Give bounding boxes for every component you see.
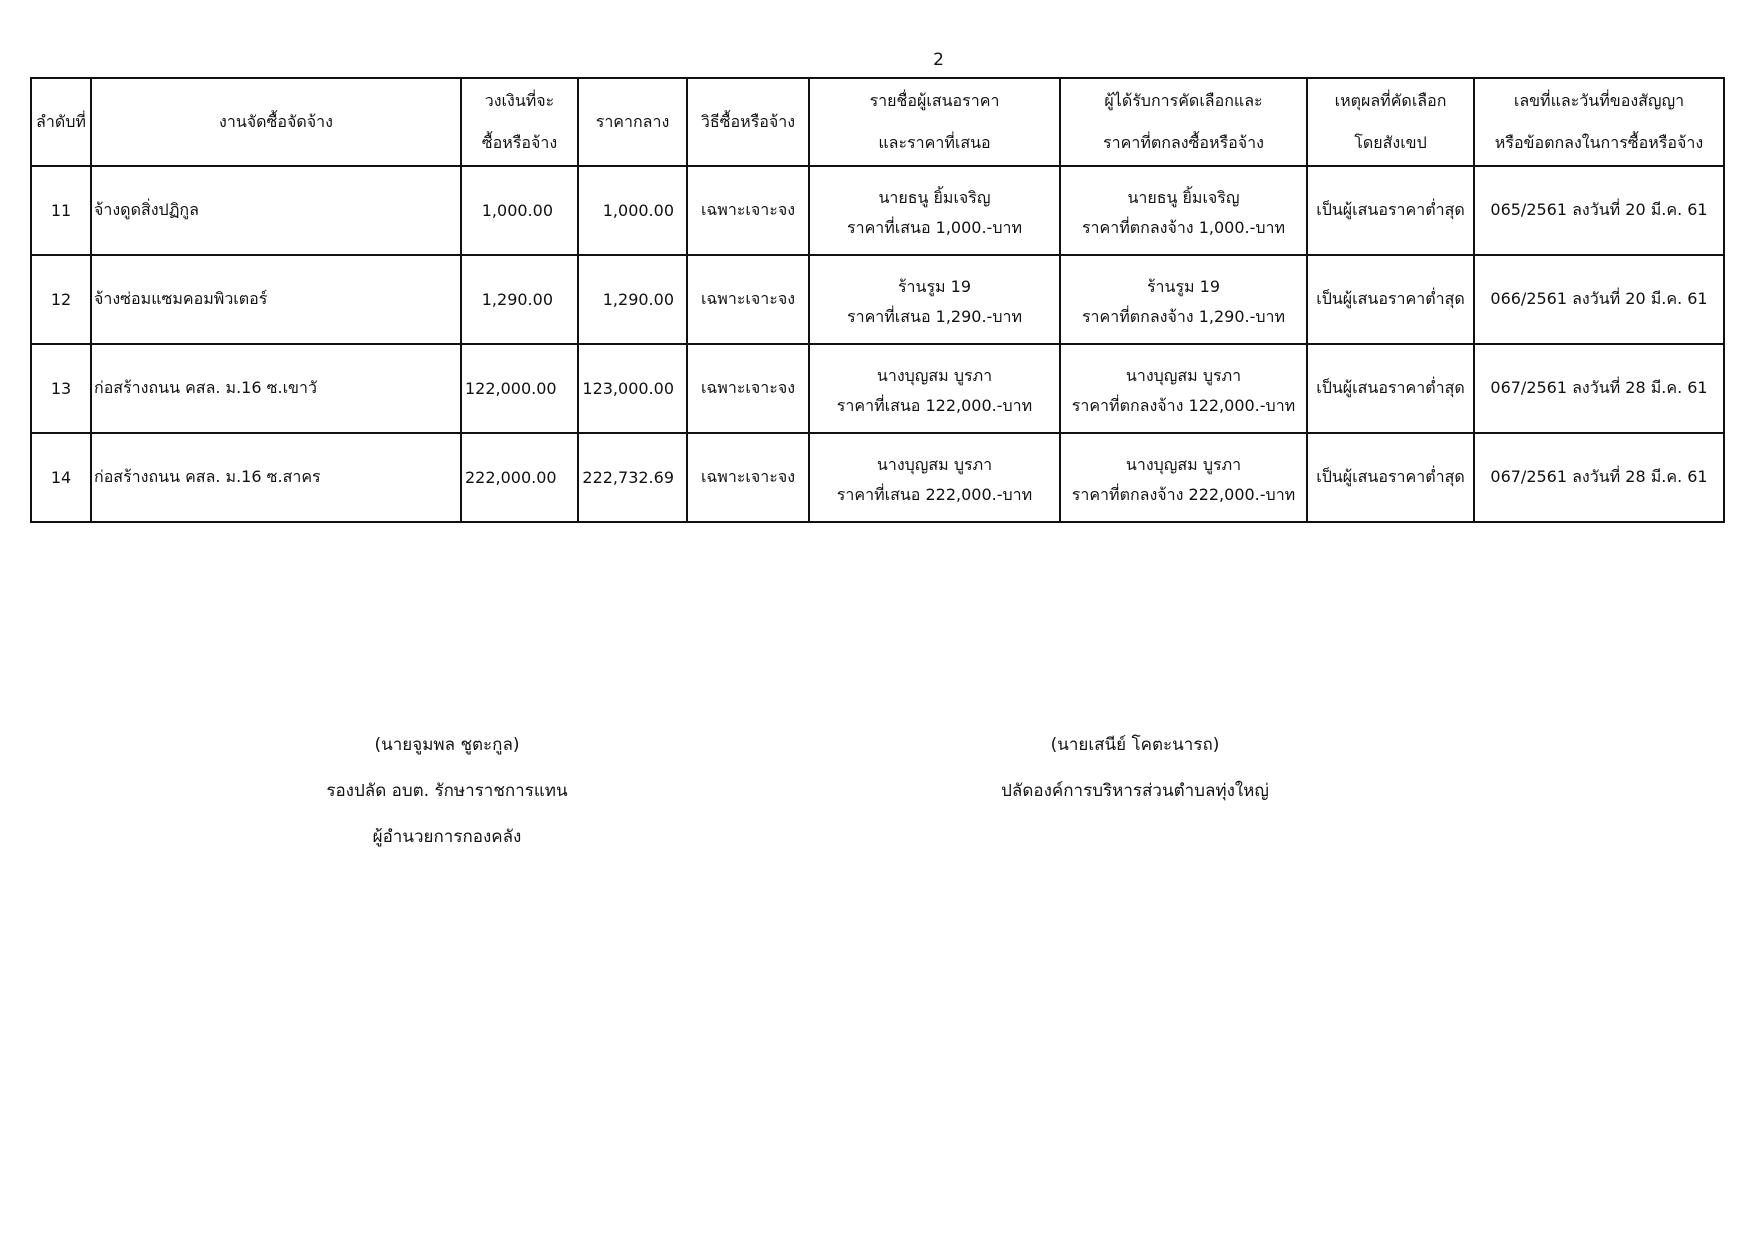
header-contract: เลขที่และวันที่ของสัญญา หรือข้อตกลงในการซื้อหรือจ้าง [1474, 78, 1724, 166]
row-reason: เป็นผู้เสนอราคาต่ำสุด [1307, 166, 1474, 255]
header-budget: วงเงินที่จะ ซื้อหรือจ้าง [461, 78, 578, 166]
signer-name-right: (นายเสนีย์ โคตะนารถ) [1050, 735, 1220, 755]
bidder-name: นางบุญสม บูรภา [876, 365, 993, 385]
row-reason: เป็นผู้เสนอราคาต่ำสุด [1307, 433, 1474, 522]
row-no: 11 [31, 166, 91, 255]
bid-price: ราคาที่เสนอ 1,290.-บาท [846, 306, 1023, 326]
row-method: เฉพาะเจาะจง [687, 344, 809, 433]
row-winner [1060, 166, 1307, 255]
row-method: เฉพาะเจาะจง [687, 255, 809, 344]
header-task: งานจัดซื้อจัดจ้าง [91, 78, 461, 166]
table-row [31, 166, 1724, 255]
bidder-name: นางบุญสม บูรภา [876, 454, 993, 474]
row-no: 14 [31, 433, 91, 522]
row-task: จ้างซ่อมแซมคอมพิวเตอร์ [91, 255, 461, 344]
bid-price: ราคาที่เสนอ 122,000.-บาท [836, 395, 1033, 415]
page-number: 2 [933, 50, 944, 70]
row-median-price: 1,000.00 [578, 166, 687, 255]
winner-name: นางบุญสม บูรภา [1125, 365, 1242, 385]
row-winner [1060, 255, 1307, 344]
winner-name: นายธนู ยิ้มเจริญ [1127, 187, 1240, 207]
row-reason: เป็นผู้เสนอราคาต่ำสุด [1307, 344, 1474, 433]
bid-price: ราคาที่เสนอ 1,000.-บาท [846, 217, 1023, 237]
row-bidder [809, 344, 1060, 433]
signer-title-left: รองปลัด อบต. รักษาราชการแทน [326, 781, 568, 801]
row-reason: เป็นผู้เสนอราคาต่ำสุด [1307, 255, 1474, 344]
winner-name: นางบุญสม บูรภา [1125, 454, 1242, 474]
row-budget: 1,000.00 [461, 166, 578, 255]
row-task: จ้างดูดสิ่งปฏิกูล [91, 166, 461, 255]
row-median-price: 1,290.00 [578, 255, 687, 344]
procurement-table [30, 77, 1725, 523]
bidder-name: นายธนู ยิ้มเจริญ [878, 187, 991, 207]
row-median-price: 123,000.00 [578, 344, 687, 433]
header-bidders: รายชื่อผู้เสนอราคา และราคาที่เสนอ [809, 78, 1060, 166]
header-method: วิธีซื้อหรือจ้าง [687, 78, 809, 166]
table-row [31, 433, 1724, 522]
row-budget: 222,000.00 [461, 433, 578, 522]
row-bidder [809, 166, 1060, 255]
signature-block-right [960, 722, 1310, 814]
signer-subtitle-left: ผู้อำนวยการกองคลัง [372, 827, 522, 847]
agreed-price: ราคาที่ตกลงจ้าง 1,000.-บาท [1081, 217, 1286, 237]
row-task: ก่อสร้างถนน คสล. ม.16 ซ.เขาวั [91, 344, 461, 433]
table-row [31, 344, 1724, 433]
agreed-price: ราคาที่ตกลงจ้าง 222,000.-บาท [1071, 484, 1296, 504]
row-no: 13 [31, 344, 91, 433]
row-task: ก่อสร้างถนน คสล. ม.16 ซ.สาคร [91, 433, 461, 522]
signer-name-left: (นายจูมพล ชูตะกูล) [374, 735, 520, 755]
row-contract: 067/2561 ลงวันที่ 28 มี.ค. 61 [1474, 433, 1724, 522]
signer-title-right: ปลัดองค์การบริหารส่วนตำบลทุ่งใหญ่ [1001, 781, 1269, 801]
table-row [31, 255, 1724, 344]
table-header-row [31, 78, 1724, 166]
header-median-price: ราคากลาง [578, 78, 687, 166]
bid-price: ราคาที่เสนอ 222,000.-บาท [836, 484, 1033, 504]
row-budget: 122,000.00 [461, 344, 578, 433]
agreed-price: ราคาที่ตกลงจ้าง 122,000.-บาท [1071, 395, 1296, 415]
header-no: ลำดับที่ [31, 78, 91, 166]
signature-block-left [302, 722, 592, 860]
row-median-price: 222,732.69 [578, 433, 687, 522]
row-winner [1060, 344, 1307, 433]
row-contract: 065/2561 ลงวันที่ 20 มี.ค. 61 [1474, 166, 1724, 255]
header-winner: ผู้ได้รับการคัดเลือกและ ราคาที่ตกลงซื้อหรือจ้าง [1060, 78, 1307, 166]
row-budget: 1,290.00 [461, 255, 578, 344]
row-contract: 066/2561 ลงวันที่ 20 มี.ค. 61 [1474, 255, 1724, 344]
winner-name: ร้านรูม 19 [1146, 276, 1221, 296]
row-no: 12 [31, 255, 91, 344]
row-method: เฉพาะเจาะจง [687, 433, 809, 522]
row-bidder [809, 433, 1060, 522]
agreed-price: ราคาที่ตกลงจ้าง 1,290.-บาท [1081, 306, 1286, 326]
bidder-name: ร้านรูม 19 [897, 276, 972, 296]
row-method: เฉพาะเจาะจง [687, 166, 809, 255]
header-reason: เหตุผลที่คัดเลือก โดยสังเขป [1307, 78, 1474, 166]
row-bidder [809, 255, 1060, 344]
row-contract: 067/2561 ลงวันที่ 28 มี.ค. 61 [1474, 344, 1724, 433]
row-winner [1060, 433, 1307, 522]
